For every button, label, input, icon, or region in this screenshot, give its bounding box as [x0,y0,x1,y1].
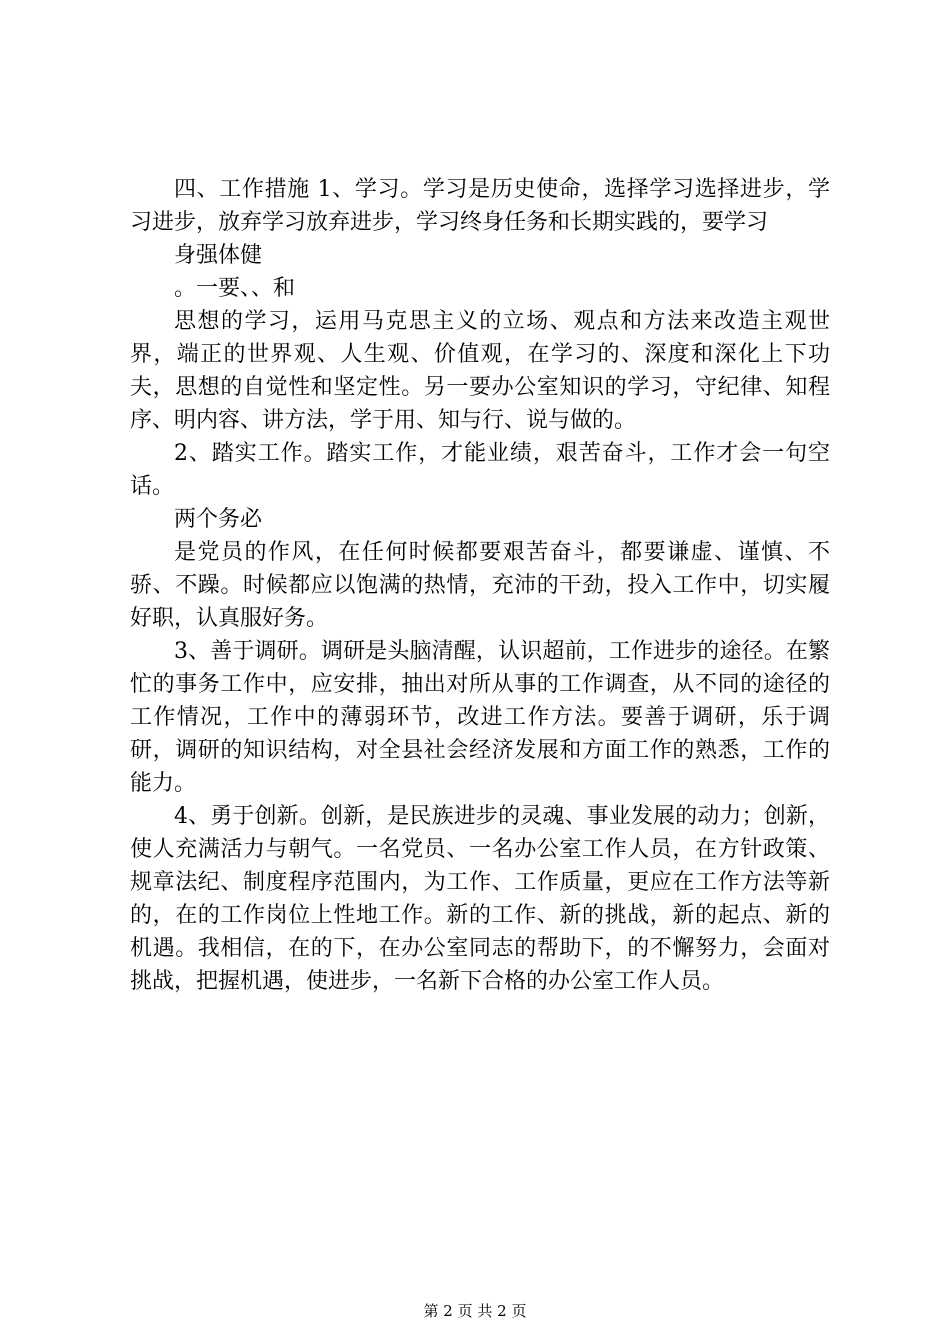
paragraph-healthy-body: 身强体健 [174,243,263,268]
paragraph-thought-study: 思想的学习，运用马克思主义的立场、观点和方法来改造主观世界，端正的世界观、人生观、价值观，在学习的、深度和深化上下功夫，思想的自觉性和坚定性。另一要办公室知识的学习，守纪律、知程序、明内容、讲方法，学于用、知与行、说与做的。 [130,309,830,433]
document-body [130,173,830,998]
paragraph-research: 3、善于调研。调研是头脑清醒，认识超前，工作进步的途径。在繁忙的事务工作中，应安排，抽出对所从事的工作调查，从不同的途径的工作情况，工作中的薄弱环节，改进工作方法。要善于调研，乐于调研，调研的知识结构，对全县社会经济发展和方面工作的熟悉，工作的能力。 [130,639,830,796]
paragraph-work-measures: 四、工作措施 1、学习。学习是历史使命，选择学习选择进步，学习进步，放弃学习放弃进步，学习终身任务和长期实践的，要学习 [130,177,830,235]
page-footer: 第 2 页 共 2 页 [423,1302,527,1320]
paragraph-two-musts: 两个务必 [174,507,263,532]
paragraph-party-style: 是党员的作风，在任何时候都要艰苦奋斗，都要谦虚、谨慎、不骄、不躁。时候都应以饱满的热情，充沛的干劲，投入工作中，切实履好职，认真服好务。 [130,540,830,631]
paragraph-innovation: 4、勇于创新。创新，是民族进步的灵魂、事业发展的动力；创新，使人充满活力与朝气。一名党员、一名办公室工作人员，在方针政策、规章法纪、制度程序范围内，为工作、工作质量，更应在工作方法等新的，在的工作岗位上性地工作。新的工作、新的挑战，新的起点、新的机遇。我相信，在的下，在办公室同志的帮助下，的不懈努力，会面对挑战，把握机遇，使进步，一名新下合格的办公室工作人员。 [130,804,830,994]
paragraph-practical-work: 2、踏实工作。踏实工作，才能业绩，艰苦奋斗，工作才会一句空话。 [130,441,830,499]
paragraph-first-requirement: 。一要、、和 [174,276,296,301]
